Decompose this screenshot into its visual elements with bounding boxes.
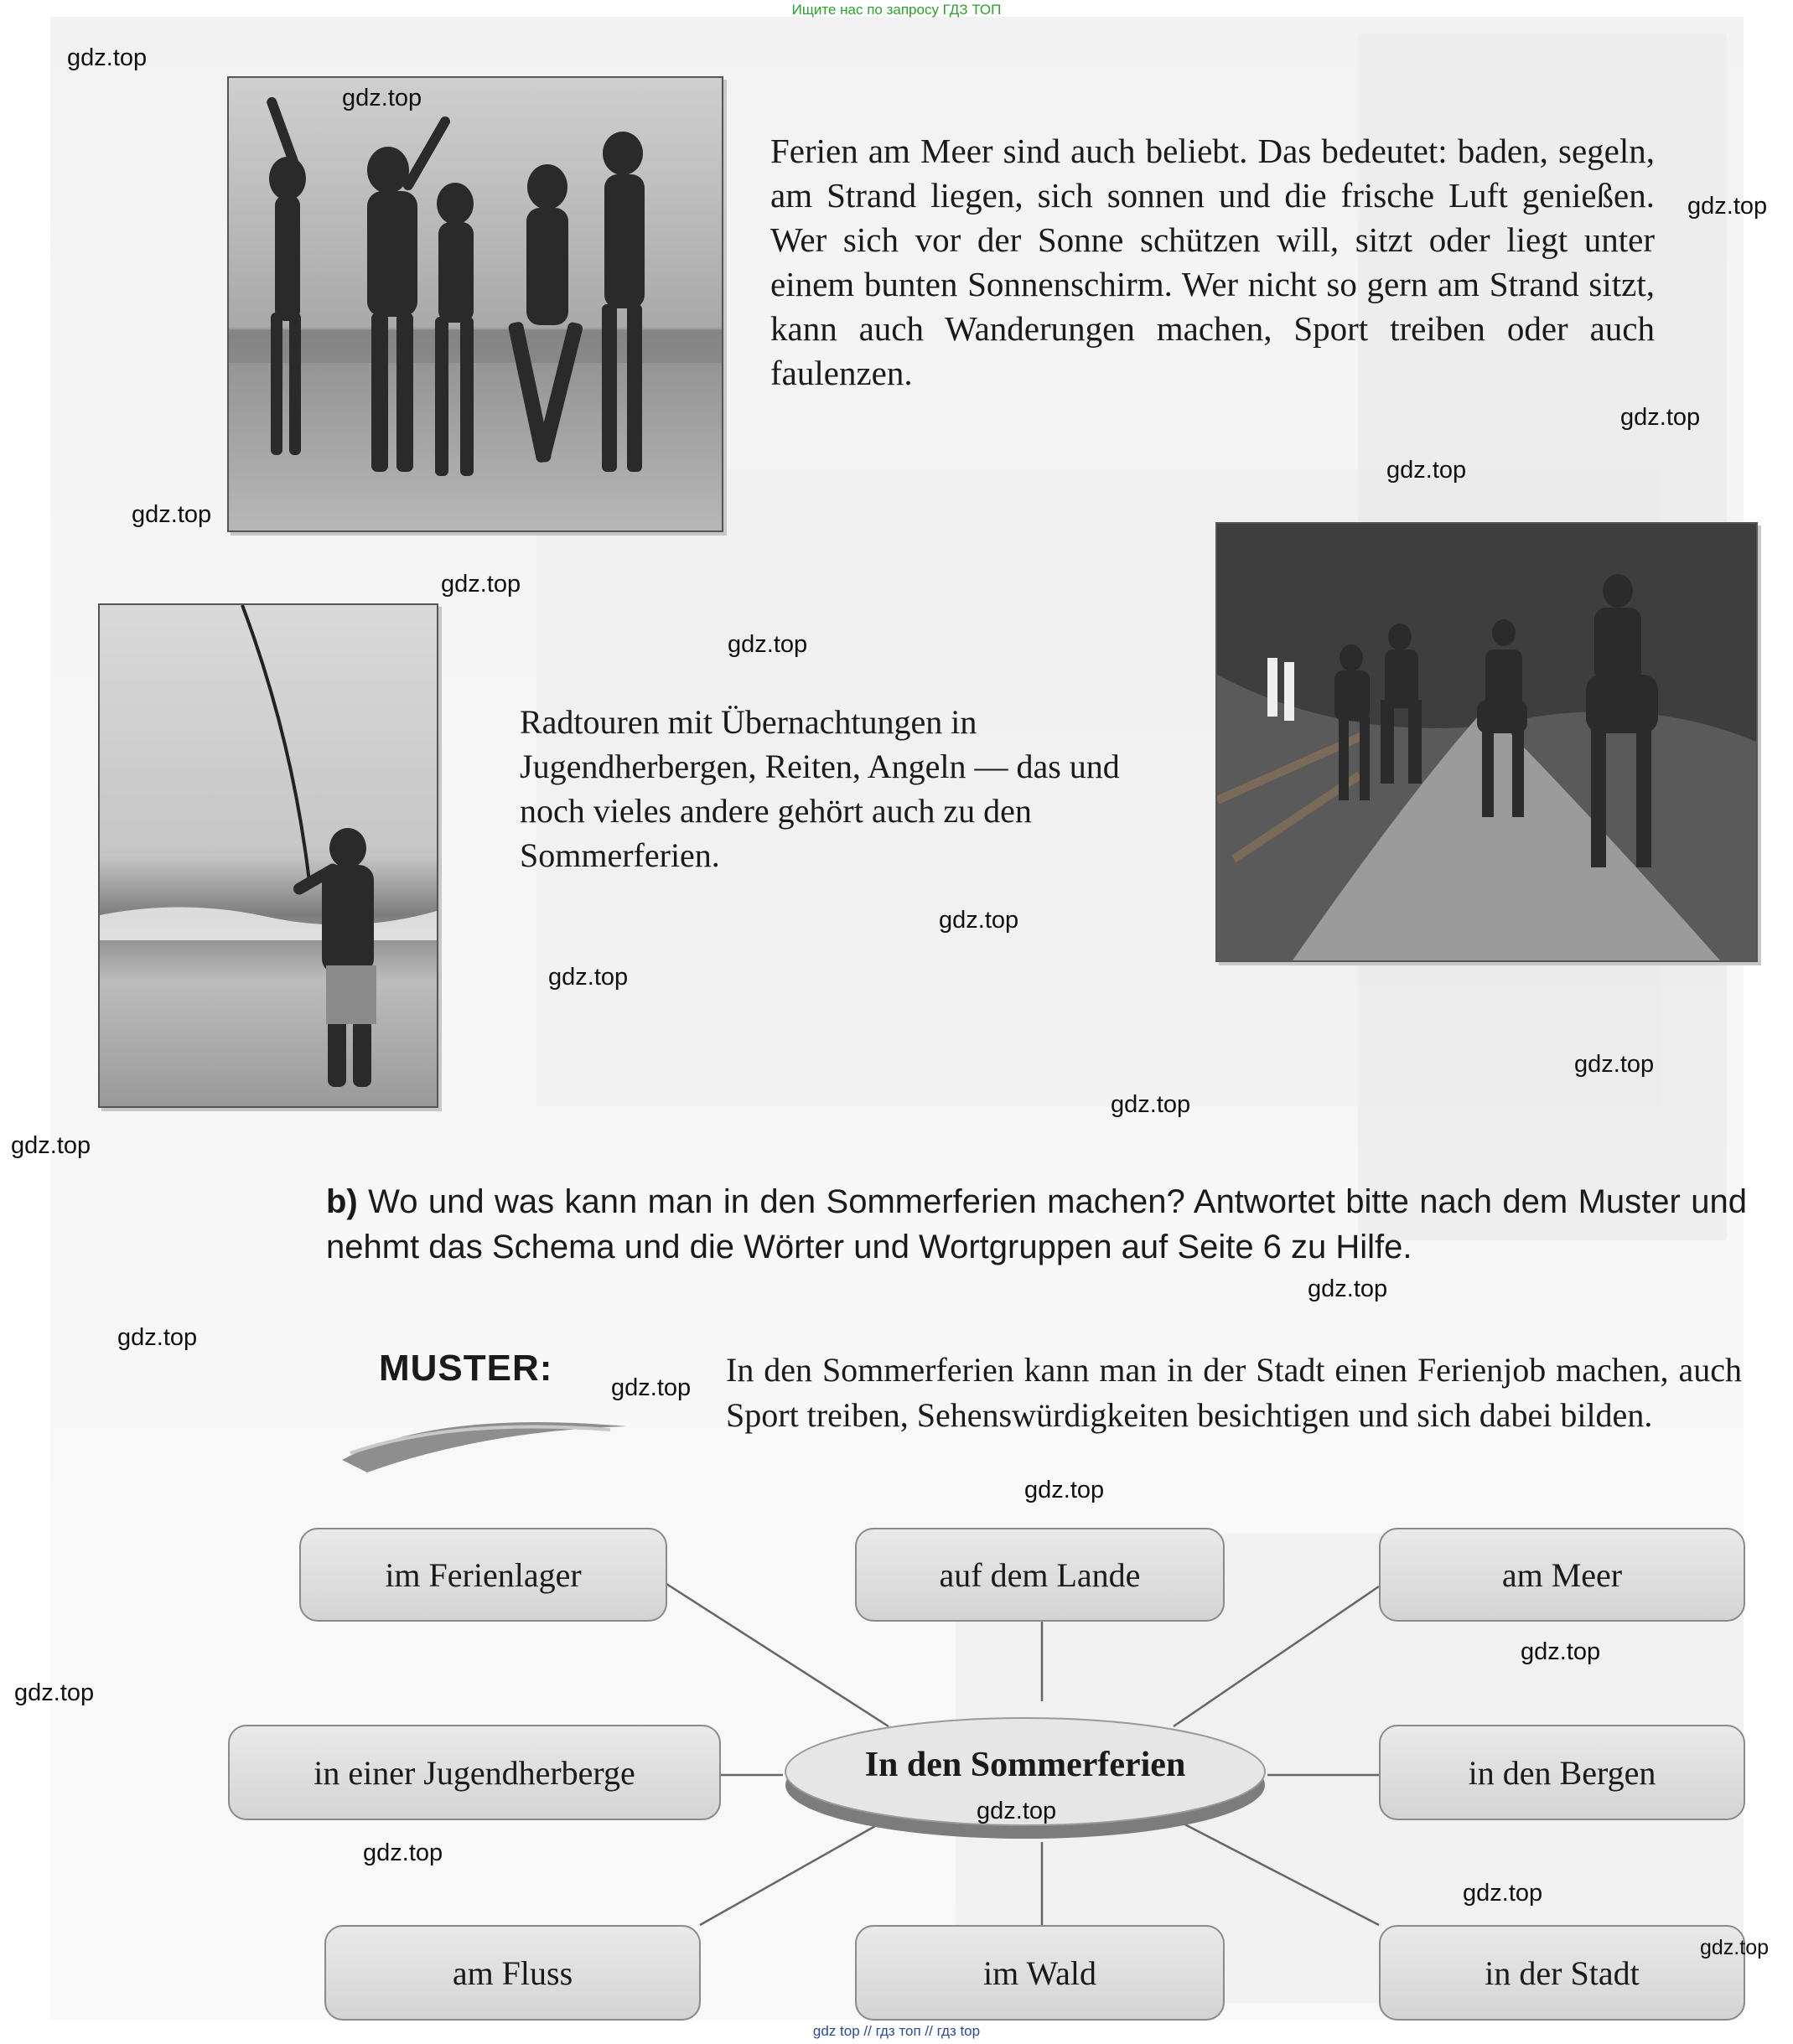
watermark[interactable]: gdz.top (548, 964, 629, 991)
center-node-label: In den Sommerferien (864, 1746, 1186, 1784)
watermark[interactable]: gdz.top (67, 44, 148, 71)
watermark[interactable]: gdz.top (977, 1798, 1057, 1824)
watermark[interactable]: gdz.top (728, 631, 808, 658)
radtouren-paragraph: Radtouren mit Übernachtungen in Jugendherbergen, Reiten, Angeln — das und noch vieles andere gehört auch zu den Sommerferien. (520, 703, 1120, 874)
node-in-der-stadt: in der Stadt (1379, 1925, 1745, 2021)
task-text: Wo und was kann man in den Sommerferien machen? Antwortet bitte nach dem Muster und nehmt das Schema und die Wörter und Wortgruppen auf Seite 6 zu Hilfe. (326, 1183, 1747, 1265)
node-ferienlager: im Ferienlager (299, 1528, 667, 1622)
top-banner[interactable]: Ищите нас по запросу ГДЗ ТОП (791, 2, 1002, 18)
watermark[interactable]: gdz.top (117, 1324, 198, 1351)
watermark[interactable]: gdz.top (363, 1840, 443, 1866)
watermark[interactable]: gdz.top (11, 1132, 91, 1159)
watermark[interactable]: gdz.top (14, 1679, 95, 1706)
watermark[interactable]: gdz.top (1700, 1936, 1770, 1959)
node-jugendherberge: in einer Jugendherberge (228, 1725, 721, 1820)
node-auf-dem-lande: auf dem Lande (855, 1528, 1225, 1622)
watermark[interactable]: gdz.top (132, 501, 212, 528)
beach-paragraph: Ferien am Meer sind auch beliebt. Das bedeutet: baden, segeln, am Strand liegen, sich sonnen und die frische Luft genießen. Wer sich vor der Sonne schützen will, sitzt oder liegt unter einem bunten Sonnenschirm. Wer nicht so gern am Strand sitzt, kann auch Wanderungen machen, Sport treiben oder auch faulenzen. (770, 132, 1655, 392)
watermark[interactable]: gdz.top (1024, 1477, 1105, 1503)
watermark[interactable]: gdz.top (1620, 404, 1701, 431)
watermark[interactable]: gdz.top (939, 907, 1019, 934)
muster-example-text: In den Sommerferien kann man in der Stadt einen Ferienjob machen, auch Sport treiben, Sehenswürdigkeiten besichtigen und sich dabei bilden. (726, 1351, 1742, 1434)
watermark[interactable]: gdz.top (1574, 1051, 1655, 1078)
muster-label: MUSTER: (379, 1348, 553, 1389)
watermark[interactable]: gdz.top (342, 85, 422, 111)
node-in-den-bergen: in den Bergen (1379, 1725, 1745, 1820)
task-label: b) (326, 1183, 358, 1220)
watermark[interactable]: gdz.top (1521, 1638, 1601, 1665)
node-im-wald: im Wald (855, 1925, 1225, 2021)
node-am-meer: am Meer (1379, 1528, 1745, 1622)
watermark[interactable]: gdz.top (441, 571, 521, 598)
watermark[interactable]: gdz.top (1687, 193, 1768, 220)
watermark[interactable]: gdz.top (611, 1374, 692, 1401)
watermark[interactable]: gdz.top (1463, 1880, 1543, 1907)
watermark[interactable]: gdz.top (1111, 1091, 1191, 1118)
bottom-banner[interactable]: gdz top // гдз топ // гдз top (812, 2023, 981, 2039)
node-am-fluss: am Fluss (324, 1925, 701, 2021)
watermark[interactable]: gdz.top (1308, 1276, 1388, 1302)
watermark[interactable]: gdz.top (1386, 457, 1467, 484)
